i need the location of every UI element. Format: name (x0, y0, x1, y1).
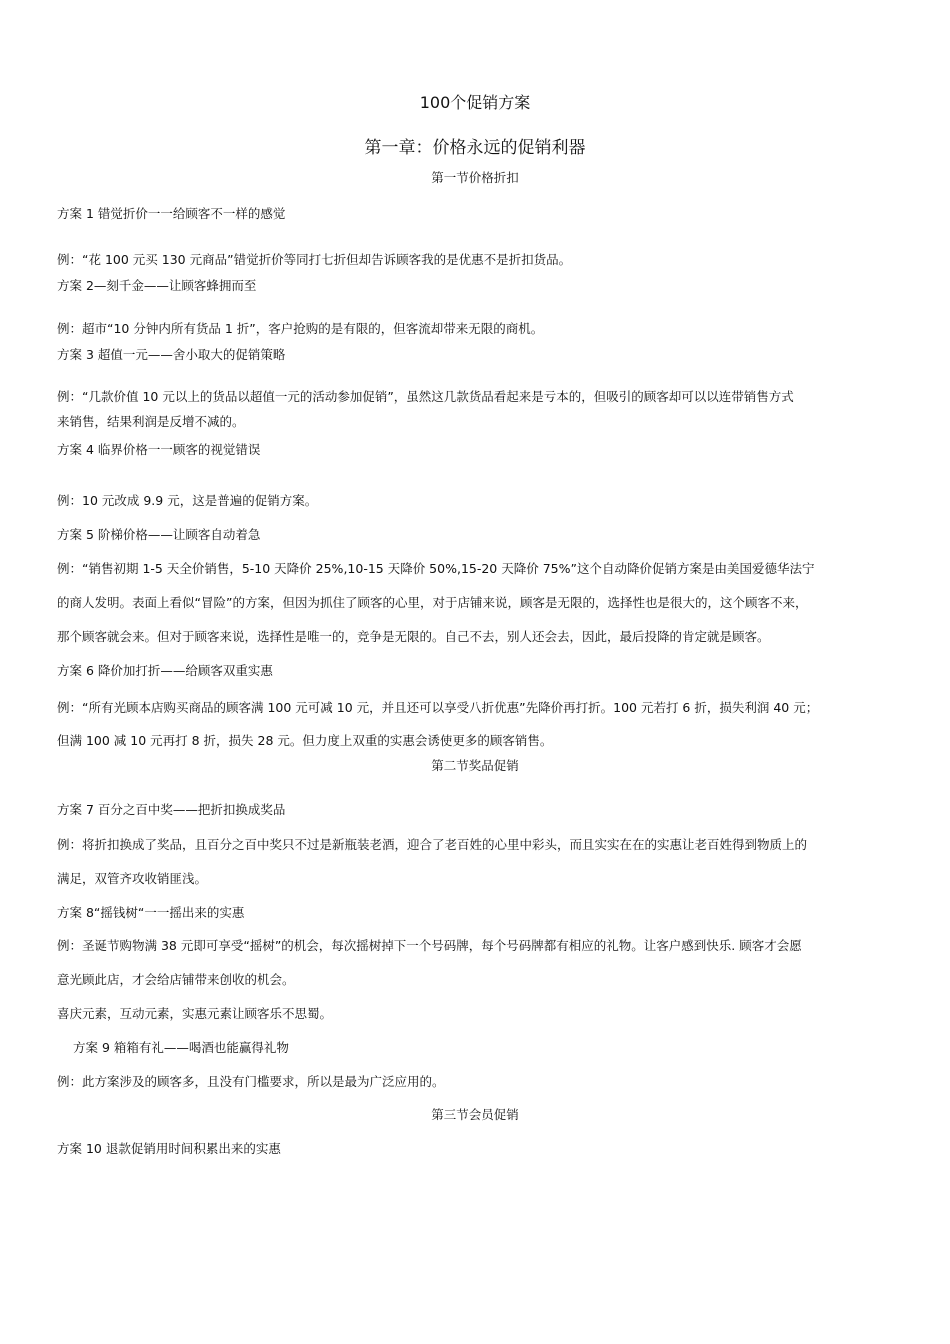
plan-example: 那个顾客就会来。但对于顾客来说，选择性是唯一的，竞争是无限的。自己不去，别人还会去，因此，最后投降的肯定就是顾客。 (57, 629, 770, 644)
plan-example: 的商人发明。表面上看似“冒险”的方案，但因为抓住了顾客的心里，对于店铺来说，顾客是无限的，选择性也是很大的，这个顾客不来， (57, 595, 808, 610)
plan-example: 例：10 元改成 9.9 元，这是普遍的促销方案。 (57, 493, 318, 508)
plan-example: 例：“花 100 元买 130 元商品”错觉折价等同打七折但却告诉顾客我的是优惠不是折扣货品。 (57, 252, 572, 267)
section-heading: 第三节会员促销 (431, 1107, 519, 1122)
plan-note: 喜庆元素，互动元素，实惠元素让顾客乐不思蜀。 (57, 1006, 333, 1021)
plan-example: 例：“几款价值 10 元以上的货品以超值一元的活动参加促销”，虽然这几款货品看起来是亏本的，但吸引的顾客却可以以连带销售方式 (57, 389, 794, 404)
plan-heading: 方案 6 降价加打折——给顾客双重实惠 (57, 663, 273, 678)
plan-heading: 方案 9 箱箱有礼——喝酒也能赢得礼物 (73, 1040, 289, 1055)
plan-heading: 方案 3 超值一元——舍小取大的促销策略 (57, 347, 286, 362)
plan-heading: 方案 5 阶梯价格——让顾客自动着急 (57, 527, 261, 542)
plan-example: 但满 100 减 10 元再打 8 折，损失 28 元。但力度上双重的实惠会诱使更多的顾客销售。 (57, 733, 553, 748)
plan-heading: 方案 4 临界价格一一顾客的视觉错误 (57, 442, 261, 457)
section-heading: 第一节价格折扣 (431, 170, 519, 185)
plan-heading: 方案 1 错觉折价一一给顾客不一样的感觉 (57, 206, 286, 221)
plan-example: 例：此方案涉及的顾客多，且没有门槛要求，所以是最为广泛应用的。 (57, 1074, 445, 1089)
plan-example: 满足，双管齐攻收销匪浅。 (57, 871, 208, 886)
plan-example: 例：超市“10 分钟内所有货品 1 折”，客户抢购的是有限的，但客流却带来无限的商机。 (57, 321, 544, 336)
plan-heading: 方案 10 退款促销用时间积累出来的实惠 (57, 1141, 281, 1156)
plan-example: 来销售，结果利润是反增不减的。 (57, 414, 245, 429)
chapter-heading: 第一章：价格永远的促销利器 (364, 138, 586, 158)
plan-heading: 方案 7 百分之百中奖——把折扣换成奖品 (57, 802, 286, 817)
plan-example: 意光顾此店，才会给店铺带来创收的机会。 (57, 972, 295, 987)
section-heading: 第二节奖品促销 (431, 758, 519, 773)
plan-example: 例：圣诞节购物满 38 元即可享受“摇树”的机会，每次摇树掉下一个号码牌，每个号码牌都有相应的礼物。让客户感到快乐. 顾客才会愿 (57, 938, 802, 953)
document-title: 100个促销方案 (419, 93, 531, 112)
plan-example: 例：将折扣换成了奖品，且百分之百中奖只不过是新瓶装老酒，迎合了老百姓的心里中彩头，而且实实在在的实惠让老百姓得到物质上的 (57, 837, 808, 852)
plan-example: 例：“销售初期 1-5 天全价销售，5-10 天降价 25%,10-15 天降价 50%,15-20 天降价 75%”这个自动降价促销方案是由美国爱德华法宁 (57, 561, 815, 576)
plan-example: 例：“所有光顾本店购买商品的顾客满 100 元可减 10 元，并且还可以享受八折优惠”先降价再打折。100 元若打 6 折，损失利润 40 元； (57, 700, 819, 715)
plan-heading: 方案 8“摇钱树“一一摇出来的实惠 (57, 905, 245, 920)
plan-heading: 方案 2—刻千金——让顾客蜂拥而至 (57, 278, 257, 293)
